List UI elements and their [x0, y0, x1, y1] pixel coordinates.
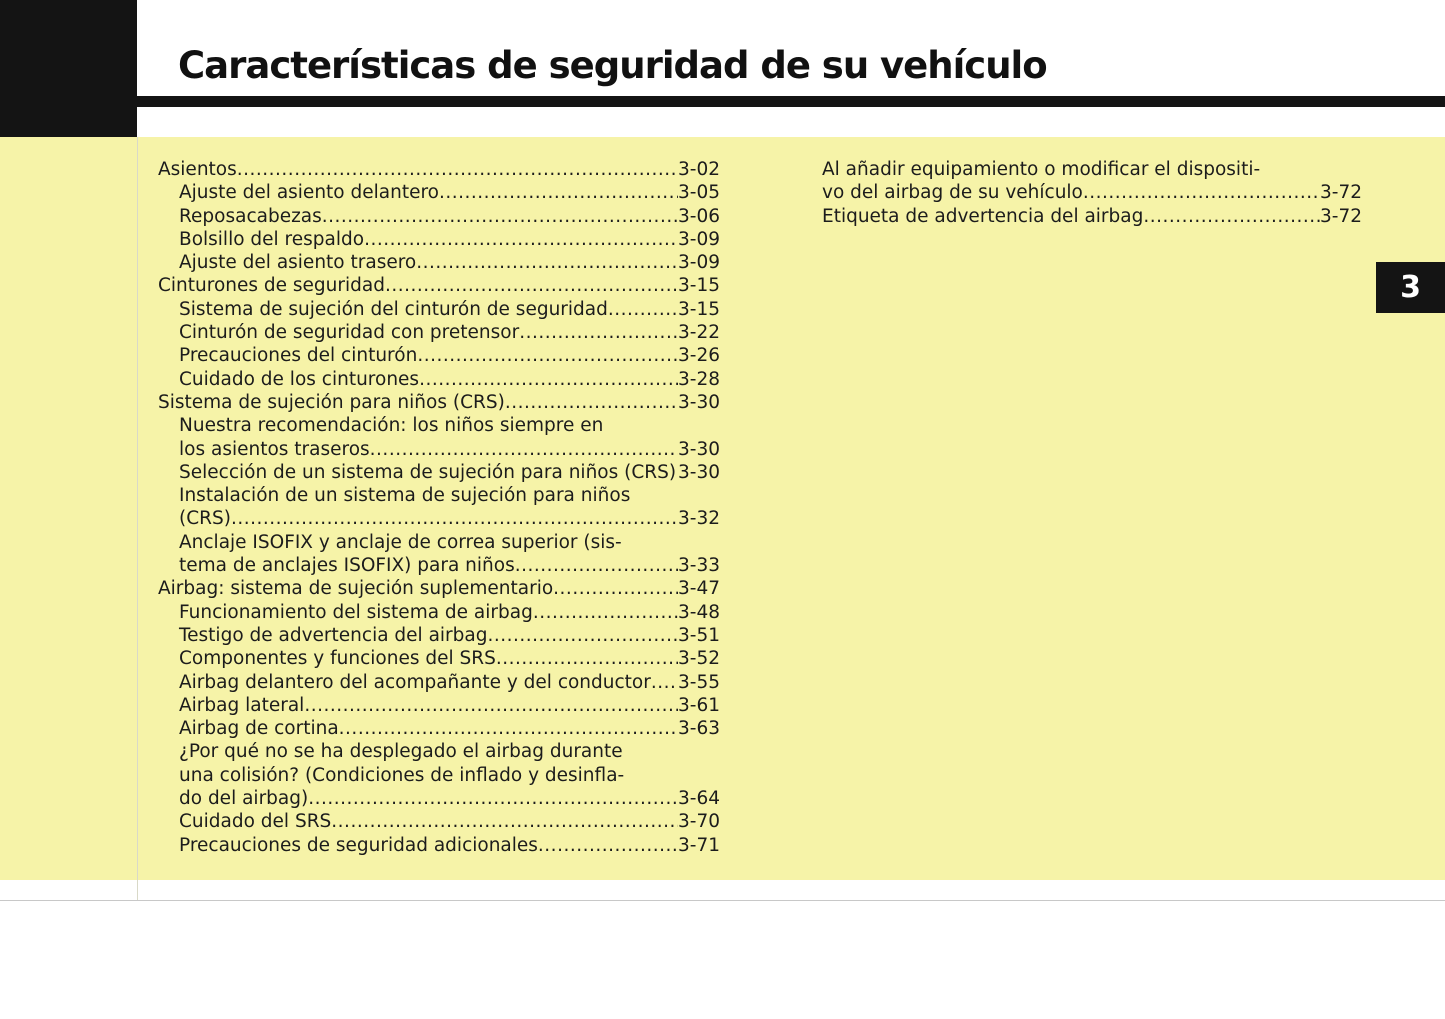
- dot-leader: [651, 671, 678, 694]
- dot-leader: [231, 507, 678, 530]
- toc-page-number: 3-22: [678, 322, 720, 344]
- toc-entry-title: Precauciones del cinturón: [179, 345, 418, 367]
- toc-page-number: 3-63: [678, 718, 720, 740]
- dot-leader: [370, 438, 678, 461]
- toc-entry-title: Selección de un sistema de sujeción para niños (CRS): [179, 461, 677, 483]
- toc-subentry[interactable]: [158, 624, 720, 647]
- toc-page-number: 3-48: [678, 601, 720, 623]
- toc-entry-continuation[interactable]: una colisión? (Condiciones de inflado y desinfla-: [179, 764, 625, 786]
- dot-leader: [1083, 181, 1320, 204]
- toc-entry[interactable]: [158, 274, 720, 297]
- dot-leader: [385, 274, 678, 297]
- toc-entry-title: Etiqueta de advertencia del airbag: [822, 205, 1144, 227]
- dot-leader: [553, 577, 678, 600]
- toc-page-number: 3-28: [678, 368, 720, 390]
- toc-entry-title: Cuidado de los cinturones: [179, 368, 420, 390]
- toc-page-number: 3-55: [678, 671, 720, 693]
- toc-page-number: 3-47: [678, 578, 720, 600]
- toc-page-number: 3-72: [1320, 205, 1362, 227]
- toc-entry-title: Cinturones de seguridad: [158, 275, 385, 297]
- chapter-corner-block: [0, 0, 137, 137]
- toc-entry-title: do del airbag): [179, 788, 309, 810]
- toc-entry[interactable]: [822, 205, 1362, 228]
- toc-subentry[interactable]: [158, 694, 720, 717]
- toc-subentry[interactable]: [158, 787, 720, 810]
- toc-page-number: 3-30: [678, 461, 720, 483]
- chapter-tab[interactable]: 3: [1376, 262, 1445, 313]
- toc-entry-title: tema de anclajes ISOFIX) para niños: [179, 555, 515, 577]
- toc-subentry[interactable]: [158, 438, 720, 461]
- toc-subentry[interactable]: [158, 554, 720, 577]
- toc-page-number: 3-33: [678, 555, 720, 577]
- margin-divider: [137, 137, 138, 901]
- toc-subentry[interactable]: [158, 228, 720, 251]
- toc-entry-title: Precauciones de seguridad adicionales: [179, 834, 538, 856]
- toc-entry[interactable]: [822, 181, 1362, 204]
- dot-leader: [416, 251, 678, 274]
- toc-page-number: 3-64: [678, 788, 720, 810]
- toc-subentry[interactable]: [158, 717, 720, 740]
- dot-leader: [308, 787, 678, 810]
- toc-entry[interactable]: [158, 577, 720, 600]
- page-title: Características de seguridad de su vehículo: [178, 44, 1047, 87]
- dot-leader: [322, 205, 678, 228]
- dot-leader: [419, 368, 678, 391]
- dot-leader: [487, 624, 678, 647]
- toc-subentry[interactable]: [158, 181, 720, 204]
- toc-page-number: 3-05: [678, 182, 720, 204]
- toc-subentry[interactable]: [158, 507, 720, 530]
- toc-subentry[interactable]: [158, 251, 720, 274]
- toc-left-column: [158, 158, 720, 857]
- dot-leader: [608, 298, 678, 321]
- dot-leader: [331, 810, 678, 833]
- toc-page-number: 3-71: [678, 834, 720, 856]
- toc-entry-title: vo del airbag de su vehículo: [822, 182, 1083, 204]
- dot-leader: [496, 647, 678, 670]
- toc-subentry[interactable]: [158, 344, 720, 367]
- toc-entry-title: Ajuste del asiento delantero: [179, 182, 439, 204]
- toc-page-number: 3-15: [678, 298, 720, 320]
- toc-entry-title: Sistema de sujeción para niños (CRS): [158, 391, 505, 413]
- toc-entry-title: Bolsillo del respaldo: [179, 228, 365, 250]
- toc-page-number: 3-51: [678, 624, 720, 646]
- dot-leader: [533, 601, 678, 624]
- toc-subentry[interactable]: [158, 834, 720, 857]
- toc-entry-title: Funcionamiento del sistema de airbag: [179, 601, 533, 623]
- toc-page-number: 3-32: [678, 508, 720, 530]
- toc-page-number: 3-30: [678, 438, 720, 460]
- toc-subentry[interactable]: [158, 461, 720, 484]
- toc-page-number: 3-15: [678, 275, 720, 297]
- toc-subentry[interactable]: [158, 298, 720, 321]
- toc-entry-continuation[interactable]: Al añadir equipamiento o modificar el dispositi-: [822, 159, 1261, 180]
- toc-entry-title: Testigo de advertencia del airbag: [179, 624, 488, 646]
- toc-subentry[interactable]: [158, 647, 720, 670]
- dot-leader: [439, 181, 678, 204]
- footer-divider: [0, 900, 1445, 901]
- toc-page-number: 3-09: [678, 228, 720, 250]
- toc-page-number: 3-70: [678, 811, 720, 833]
- toc-entry-title: Reposacabezas: [179, 205, 322, 227]
- toc-entry[interactable]: [158, 391, 720, 414]
- toc-page-number: 3-06: [678, 205, 720, 227]
- dot-leader: [538, 834, 678, 857]
- toc-page-number: 3-72: [1320, 182, 1362, 204]
- toc-entry-title: Airbag de cortina: [179, 718, 339, 740]
- dot-leader: [417, 344, 678, 367]
- toc-subentry[interactable]: [158, 368, 720, 391]
- dot-leader: [505, 391, 678, 414]
- toc-entry-continuation[interactable]: ¿Por qué no se ha desplegado el airbag durante: [179, 741, 623, 763]
- toc-page-number: 3-61: [678, 694, 720, 716]
- toc-entry[interactable]: [158, 158, 720, 181]
- toc-entry-title: Cinturón de seguridad con pretensor: [179, 322, 520, 344]
- toc-entry-title: Ajuste del asiento trasero: [179, 252, 417, 274]
- toc-entry-title: (CRS): [179, 508, 231, 530]
- toc-subentry[interactable]: [158, 321, 720, 344]
- toc-entry-continuation[interactable]: Nuestra recomendación: los niños siempre en: [179, 415, 604, 437]
- toc-entry-title: Componentes y funciones del SRS: [179, 648, 496, 670]
- dot-leader: [519, 321, 678, 344]
- toc-subentry[interactable]: [158, 205, 720, 228]
- toc-entry-title: Sistema de sujeción del cinturón de seguridad: [179, 298, 608, 320]
- title-underline: [137, 96, 1445, 107]
- toc-entry-title: los asientos traseros: [179, 438, 370, 460]
- dot-leader: [364, 228, 678, 251]
- toc-page-number: 3-30: [678, 391, 720, 413]
- toc-page-number: 3-52: [678, 648, 720, 670]
- toc-subentry[interactable]: [158, 810, 720, 833]
- toc-page-number: 3-26: [678, 345, 720, 367]
- toc-entry-title: Airbag: sistema de sujeción suplementario: [158, 578, 554, 600]
- dot-leader: [237, 158, 678, 181]
- dot-leader: [515, 554, 678, 577]
- toc-entry-title: Asientos: [158, 159, 237, 180]
- toc-entry-title: Cuidado del SRS: [179, 811, 332, 833]
- dot-leader: [339, 717, 678, 740]
- toc-subentry[interactable]: [158, 601, 720, 624]
- toc-entry-continuation[interactable]: Anclaje ISOFIX y anclaje de correa superior (sis-: [179, 531, 622, 553]
- toc-entry-continuation[interactable]: Instalación de un sistema de sujeción para niños: [179, 485, 631, 507]
- toc-page-number: 3-02: [678, 159, 720, 180]
- toc-right-column: [822, 158, 1362, 228]
- toc-entry-title: Airbag delantero del acompañante y del conductor: [179, 671, 651, 693]
- dot-leader: [304, 694, 678, 717]
- toc-entry-title: Airbag lateral: [179, 694, 305, 716]
- toc-subentry[interactable]: [158, 671, 720, 694]
- dot-leader: [1143, 205, 1320, 228]
- toc-page-number: 3-09: [678, 252, 720, 274]
